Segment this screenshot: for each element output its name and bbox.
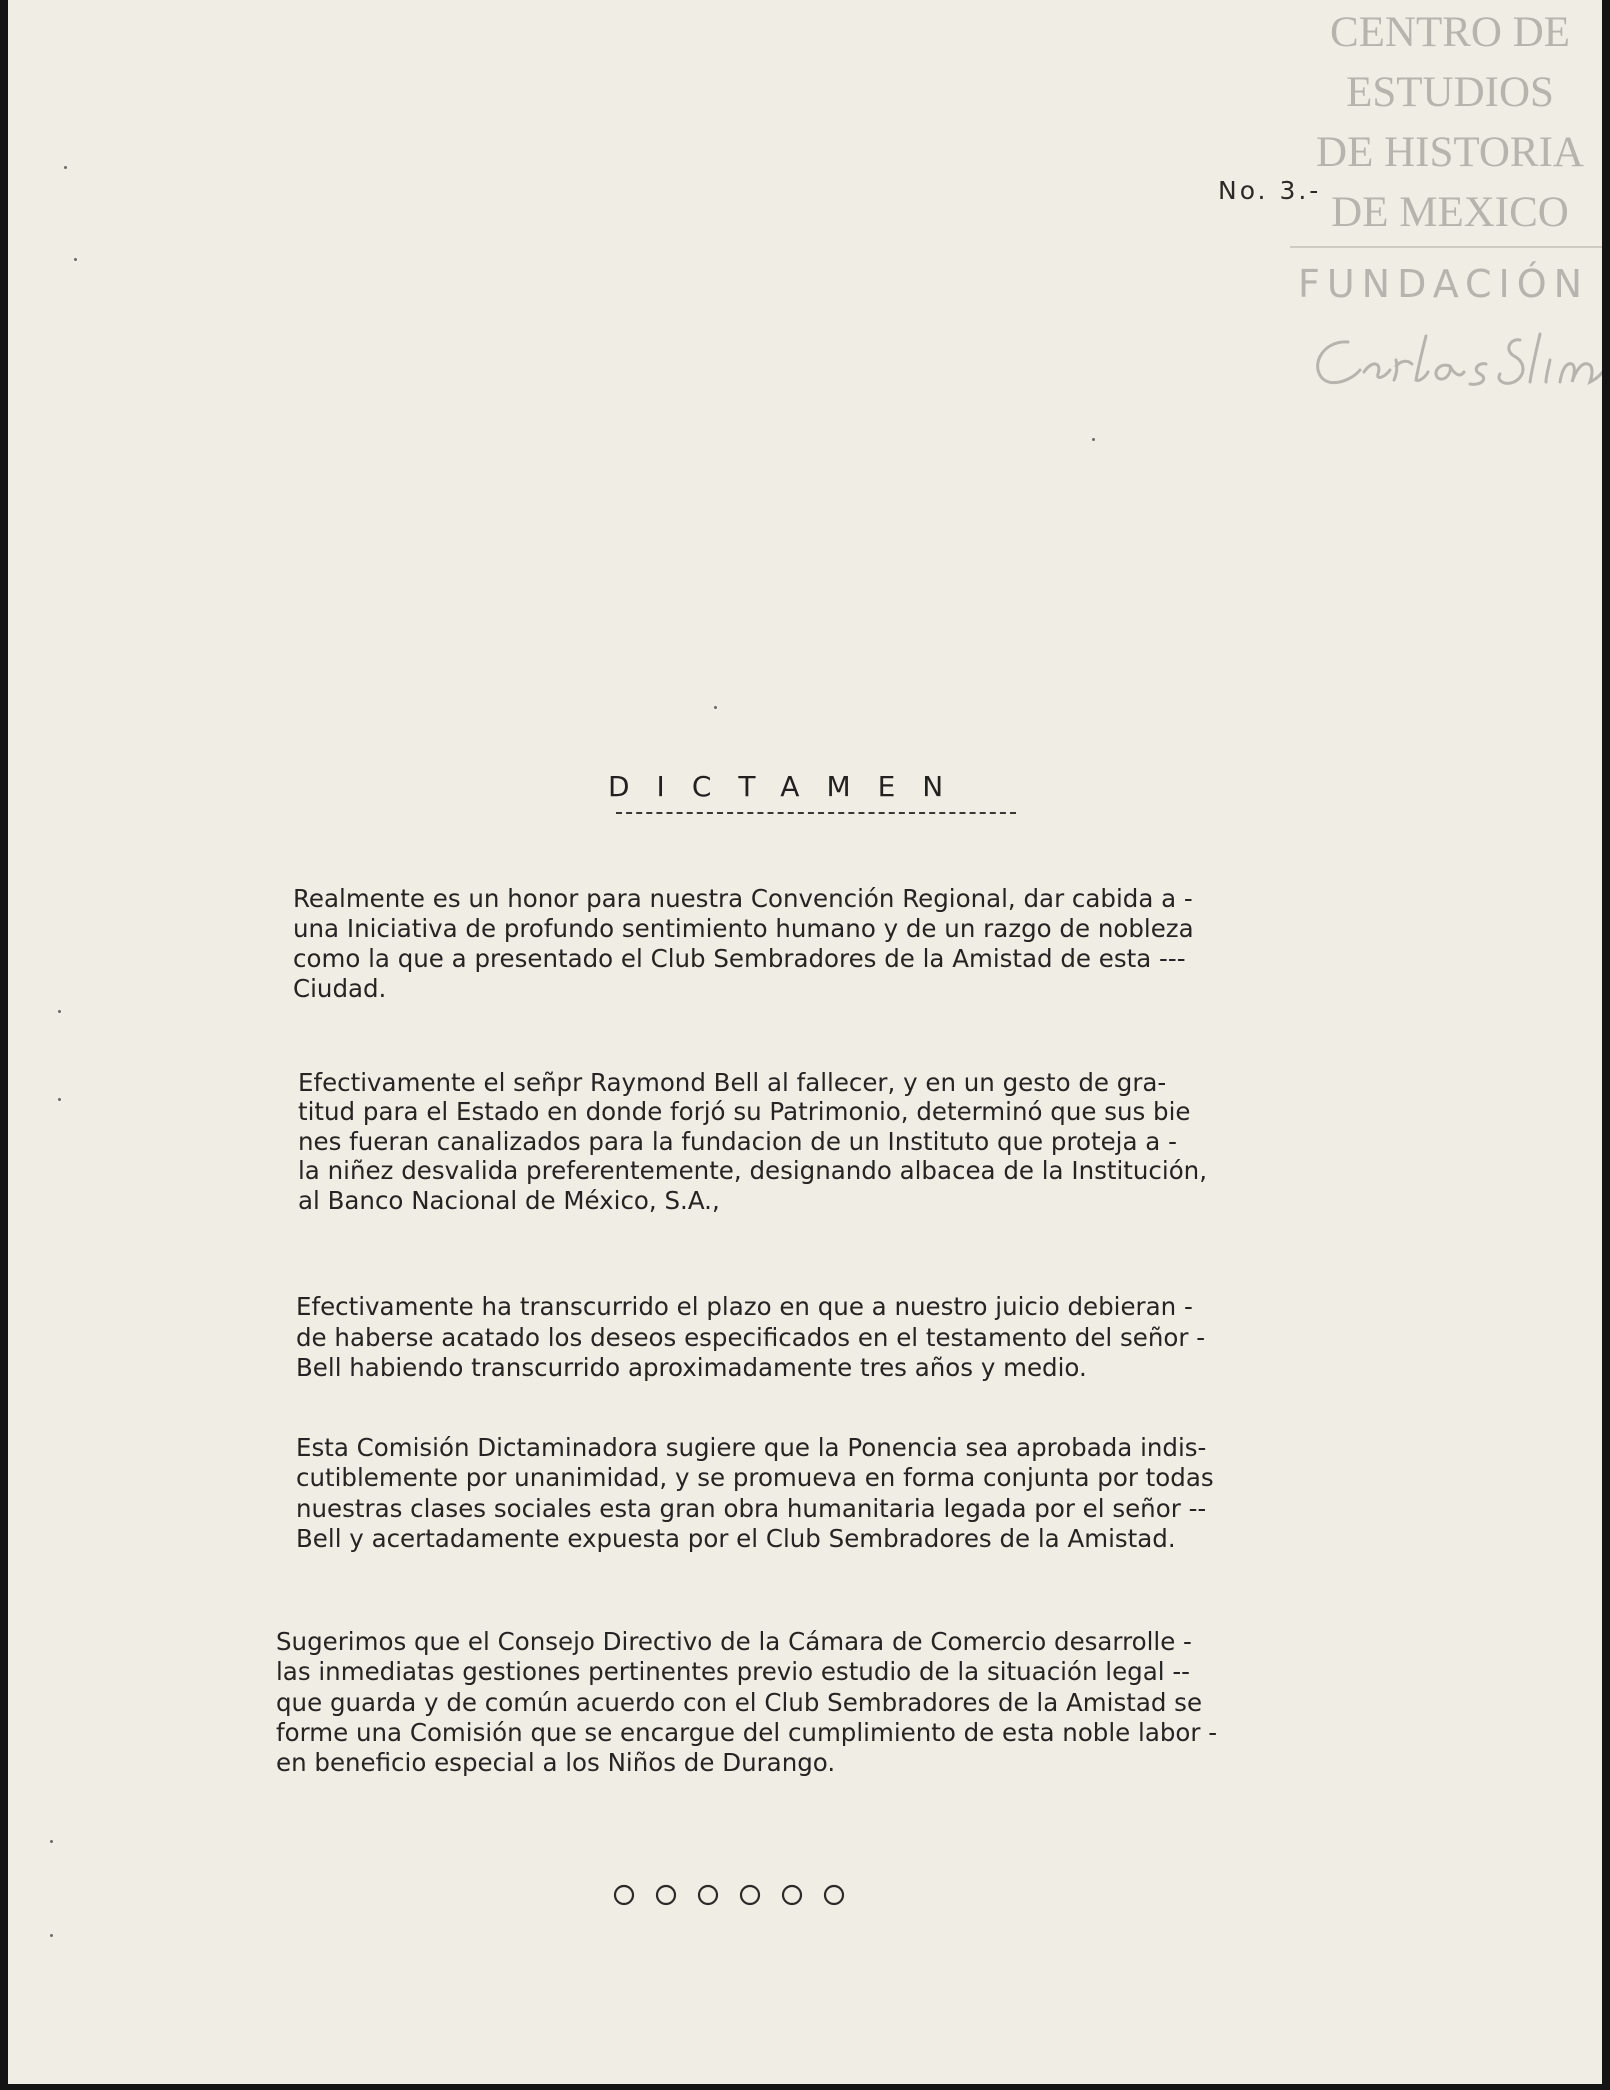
- paragraph-line: Bell habiendo transcurrido aproximadamente tres años y medio.: [296, 1353, 1087, 1382]
- paragraph-line: de haberse acatado los deseos especificados en el testamento del señor -: [296, 1322, 1206, 1352]
- paragraph-line: cutiblemente por unanimidad, y se promueva en forma conjunta por todas: [296, 1463, 1214, 1493]
- watermark-line-3: DE HISTORIA: [1316, 129, 1584, 176]
- paragraph-line: la niñez desvalida preferentemente, designando albacea de la Institución,: [298, 1156, 1208, 1186]
- paper-speck: [64, 166, 67, 169]
- document-page: [8, 0, 1602, 2084]
- paragraph-line: forme una Comisión que se encargue del cumplimiento de esta noble labor -: [276, 1717, 1218, 1747]
- paragraph-1: [293, 884, 1194, 1004]
- paragraph-line: nuestras clases sociales esta gran obra humanitaria legada por el señor --: [296, 1493, 1207, 1523]
- paragraph-line: Esta Comisión Dictaminadora sugiere que la Ponencia sea aprobada indis-: [296, 1433, 1207, 1462]
- paragraph-line: que guarda y de común acuerdo con el Club Sembradores de la Amistad se: [276, 1687, 1203, 1717]
- paper-speck: [1092, 438, 1095, 441]
- paragraph-line: como la que a presentado el Club Sembradores de la Amistad de esta ---: [293, 944, 1186, 973]
- paper-speck: [74, 258, 77, 261]
- document-heading: DICTAMEN: [608, 770, 971, 803]
- paragraph-4: [296, 1433, 1214, 1554]
- paragraph-line: Ciudad.: [293, 974, 387, 1003]
- paragraph-line: titud para el Estado en donde forjó su Patrimonio, determinó que sus bie: [298, 1097, 1191, 1127]
- paragraph-line: Efectivamente el señpr Raymond Bell al fallecer, y en un gesto de gra-: [298, 1068, 1167, 1097]
- paper-speck: [58, 1010, 61, 1013]
- paragraph-5: [276, 1627, 1217, 1778]
- paper-speck: [58, 1098, 61, 1101]
- paragraph-line: una Iniciativa de profundo sentimiento humano y de un razgo de nobleza: [293, 914, 1194, 943]
- paragraph-line: Realmente es un honor para nuestra Convención Regional, dar cabida a -: [293, 884, 1193, 913]
- document-number: No. 3.-: [1218, 176, 1322, 205]
- paragraph-2: [298, 1068, 1207, 1215]
- paragraph-line: las inmediatas gestiones pertinentes previo estudio de la situación legal --: [276, 1657, 1191, 1687]
- paragraph-line: nes fueran canalizados para la fundacion de un Instituto que proteja a -: [298, 1126, 1177, 1156]
- closing-circles-ornament: [608, 1877, 848, 1913]
- paragraph-line: en beneficio especial a los Niños de Durango.: [276, 1748, 836, 1778]
- paragraph-3: [296, 1292, 1205, 1384]
- paragraph-line: Bell y acertadamente expuesta por el Club Sembradores de la Amistad.: [296, 1523, 1176, 1553]
- paper-speck: [50, 1840, 53, 1843]
- paragraph-line: Efectivamente ha transcurrido el plazo en que a nuestro juicio debieran -: [296, 1292, 1193, 1321]
- carlos-slim-signature: [1304, 320, 1602, 400]
- watermark-line-4: DE MEXICO: [1331, 189, 1569, 236]
- watermark-line-1: CENTRO DE: [1329, 9, 1571, 56]
- paragraph-line: al Banco Nacional de México, S.A.,: [298, 1185, 720, 1215]
- paragraph-line: Sugerimos que el Consejo Directivo de la Cámara de Comercio desarrolle -: [276, 1627, 1192, 1656]
- paper-speck: [714, 706, 717, 709]
- foundation-label: FUNDACIÓN: [1298, 262, 1590, 306]
- archive-watermark: [1290, 0, 1602, 248]
- paper-speck: [50, 1934, 53, 1937]
- heading-dashed-underline: [616, 812, 1016, 814]
- watermark-line-2: ESTUDIOS: [1346, 69, 1554, 116]
